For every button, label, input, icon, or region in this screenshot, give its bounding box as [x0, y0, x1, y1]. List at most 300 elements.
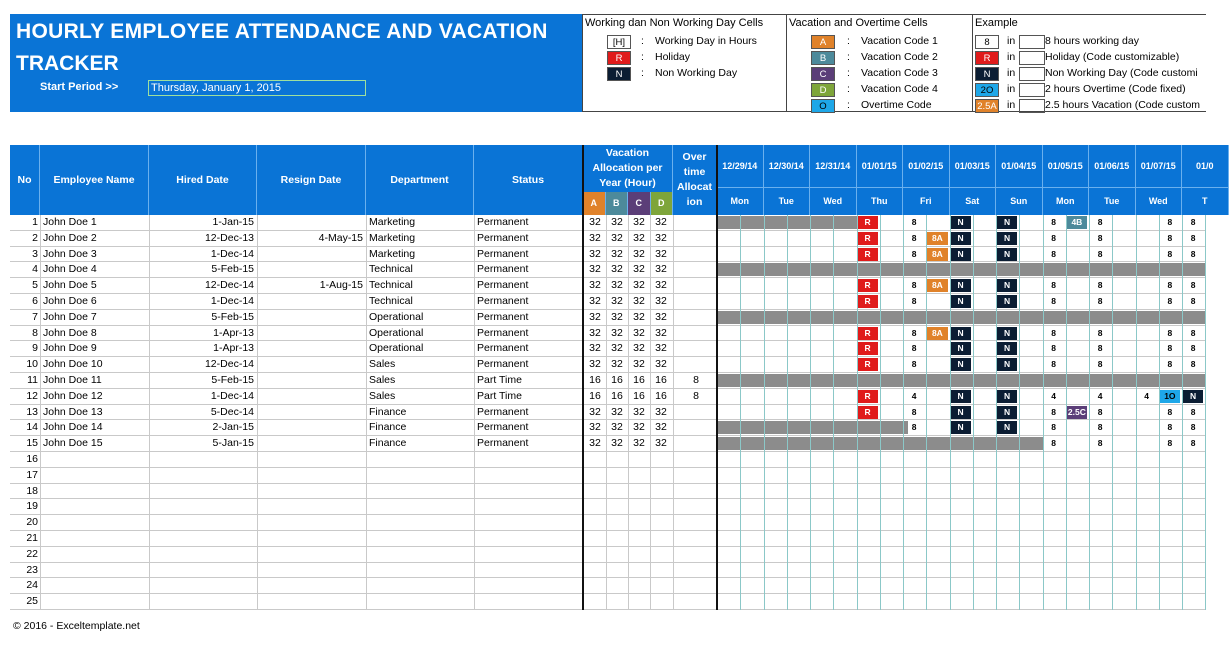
cell-vacation-b[interactable]: 32 — [611, 310, 623, 323]
cell-hired[interactable]: 1-Apr-13 — [213, 326, 254, 339]
cell-vacation-b[interactable]: 32 — [611, 295, 623, 307]
day-divider — [787, 215, 788, 610]
attendance-mark[interactable]: 8 — [1051, 232, 1056, 243]
cell-dept[interactable]: Technical — [369, 279, 413, 292]
day-divider — [1066, 215, 1067, 610]
cell-overtime[interactable] — [683, 326, 709, 341]
cell-vacation-d[interactable]: 32 — [655, 358, 667, 371]
cell-overtime[interactable] — [683, 420, 709, 435]
attendance-mark[interactable]: 8 — [1167, 217, 1173, 227]
cell-vacation-c[interactable]: 32 — [633, 342, 645, 355]
attendance-mark[interactable]: 8 — [1190, 296, 1196, 306]
cell-vacation-b[interactable]: 16 — [611, 374, 623, 386]
attendance-mark[interactable]: 8 — [1097, 422, 1103, 433]
cell-vacation-c[interactable]: 32 — [633, 405, 645, 418]
attendance-mark[interactable]: 8 — [1190, 422, 1196, 433]
cell-resign[interactable] — [260, 247, 363, 262]
cell-name[interactable]: John Doe 11 — [43, 374, 102, 386]
cell-resign[interactable] — [260, 310, 363, 325]
attendance-mark[interactable]: 8 — [1190, 327, 1196, 338]
table-row[interactable] — [10, 294, 1206, 310]
cell-hired[interactable]: 1-Jan-15 — [212, 216, 254, 228]
attendance-mark[interactable]: 8 — [1097, 343, 1103, 354]
cell-name[interactable]: John Doe 13 — [43, 405, 103, 418]
attendance-mark[interactable]: 8 — [1190, 232, 1196, 243]
attendance-mark[interactable]: N — [997, 358, 1017, 371]
cell-vacation-d[interactable]: 32 — [655, 247, 667, 260]
attendance-mark[interactable]: 8 — [911, 248, 917, 259]
cell-vacation-a[interactable]: 32 — [589, 437, 601, 450]
attendance-mark[interactable]: 8 — [1051, 327, 1056, 338]
attendance-mark[interactable]: R — [858, 295, 878, 308]
attendance-mark[interactable]: N — [951, 358, 971, 371]
cell-vacation-d[interactable]: 32 — [655, 437, 667, 450]
table-row[interactable] — [10, 389, 1206, 405]
table-row[interactable] — [10, 341, 1206, 357]
row-number: 24 — [26, 579, 38, 592]
attendance-mark[interactable]: 8 — [1097, 359, 1103, 370]
cell-name[interactable]: John Doe 12 — [43, 389, 103, 402]
day-divider — [810, 215, 811, 610]
cell-status[interactable]: Permanent — [477, 326, 529, 339]
cell-vacation-d[interactable]: 32 — [655, 216, 667, 228]
cell-vacation-c[interactable]: 16 — [633, 374, 645, 386]
attendance-mark[interactable]: 8 — [1097, 217, 1103, 227]
table-row[interactable] — [10, 484, 1206, 500]
cell-vacation-b[interactable]: 32 — [611, 247, 623, 260]
cell-name[interactable]: John Doe 1 — [43, 216, 97, 228]
attendance-mark[interactable]: 8 — [1190, 217, 1196, 227]
legend-row — [787, 83, 972, 97]
row-number: 10 — [26, 358, 38, 371]
cell-resign[interactable] — [260, 215, 363, 230]
cell-dept[interactable]: Marketing — [369, 231, 416, 244]
cell-overtime[interactable] — [683, 247, 709, 262]
cell-dept[interactable]: Operational — [369, 342, 424, 355]
attendance-mark[interactable]: 8 — [1051, 217, 1056, 227]
attendance-mark[interactable]: 8 — [911, 406, 917, 417]
attendance-mark[interactable]: 8 — [911, 422, 917, 433]
attendance-mark[interactable]: N — [997, 248, 1017, 261]
attendance-mark[interactable]: 8 — [1167, 343, 1173, 354]
legend-text: 8 hours working day — [1045, 35, 1139, 47]
table-row[interactable] — [10, 499, 1206, 515]
cell-vacation-c[interactable]: 32 — [633, 358, 645, 371]
attendance-mark[interactable]: R — [858, 279, 878, 292]
cell-name[interactable]: John Doe 14 — [43, 421, 103, 434]
legend-text: 2 hours Overtime (Code fixed) — [1045, 83, 1186, 95]
attendance-mark[interactable]: 1O — [1160, 390, 1180, 403]
table-row[interactable] — [10, 420, 1206, 436]
cell-vacation-a[interactable]: 32 — [589, 310, 601, 323]
cell-hired[interactable]: 5-Feb-15 — [211, 310, 254, 323]
attendance-mark[interactable]: 4 — [1144, 390, 1149, 401]
cell-overtime[interactable] — [683, 405, 709, 420]
header-overtime-line: Allocat — [676, 181, 712, 193]
attendance-mark[interactable]: 8 — [1051, 438, 1056, 449]
table-row[interactable] — [10, 436, 1206, 452]
cell-overtime[interactable] — [683, 341, 709, 356]
cell-overtime[interactable] — [683, 278, 709, 293]
cell-name[interactable]: John Doe 3 — [43, 247, 97, 260]
cell-hired[interactable]: 12-Dec-13 — [204, 231, 254, 244]
table-row[interactable] — [10, 547, 1206, 563]
cell-vacation-a[interactable]: 32 — [589, 279, 601, 292]
cell-vacation-a[interactable]: 32 — [589, 231, 601, 244]
table-row[interactable] — [10, 515, 1206, 531]
attendance-mark[interactable]: 8 — [1167, 280, 1173, 291]
cell-name[interactable]: John Doe 2 — [43, 231, 97, 244]
cell-vacation-a[interactable]: 32 — [589, 405, 601, 418]
cell-hired[interactable]: 5-Jan-15 — [212, 437, 254, 450]
cell-name[interactable]: John Doe 10 — [43, 358, 103, 371]
cell-hired[interactable]: 12-Dec-14 — [204, 358, 254, 371]
cell-vacation-b[interactable]: 32 — [611, 342, 623, 355]
table-row[interactable] — [10, 405, 1206, 421]
legend-sep: : — [641, 35, 644, 47]
cell-name[interactable]: John Doe 8 — [43, 326, 97, 339]
cell-hired[interactable]: 1-Apr-13 — [213, 342, 254, 355]
attendance-mark[interactable]: R — [858, 232, 878, 245]
cell-vacation-a[interactable]: 32 — [589, 295, 601, 307]
attendance-mark[interactable]: 8 — [1167, 422, 1173, 433]
attendance-mark[interactable]: 8 — [1051, 296, 1056, 306]
cell-status[interactable]: Permanent — [477, 263, 529, 276]
cell-vacation-c[interactable]: 32 — [633, 310, 645, 323]
cell-vacation-d[interactable]: 32 — [655, 326, 667, 339]
attendance-mark[interactable]: 8 — [1097, 327, 1103, 338]
cell-name[interactable]: John Doe 4 — [43, 263, 97, 276]
attendance-mark[interactable]: R — [858, 406, 878, 419]
attendance-mark[interactable]: 8 — [911, 217, 917, 227]
cell-name[interactable]: John Doe 9 — [43, 342, 97, 355]
attendance-mark[interactable]: N — [997, 406, 1017, 419]
cell-vacation-b[interactable]: 32 — [611, 358, 623, 371]
cell-status[interactable]: Permanent — [477, 421, 529, 434]
cell-dept[interactable]: Operational — [369, 310, 424, 323]
cell-vacation-b[interactable]: 32 — [611, 326, 623, 339]
cell-dept[interactable]: Finance — [369, 421, 407, 434]
attendance-mark[interactable]: 8 — [1167, 232, 1173, 243]
cell-name[interactable]: John Doe 6 — [43, 295, 97, 307]
table-row[interactable] — [10, 278, 1206, 294]
cell-vacation-b[interactable]: 32 — [611, 263, 623, 276]
attendance-mark[interactable]: 8 — [1190, 343, 1196, 354]
attendance-mark[interactable]: N — [997, 390, 1017, 403]
attendance-mark[interactable]: R — [858, 358, 878, 371]
cell-vacation-d[interactable]: 16 — [655, 389, 667, 402]
table-row[interactable] — [10, 531, 1206, 547]
cell-vacation-c[interactable]: 32 — [633, 437, 645, 450]
row-number: 23 — [26, 563, 38, 576]
attendance-mark[interactable]: 8 — [1097, 232, 1103, 243]
cell-vacation-d[interactable]: 32 — [655, 279, 667, 292]
attendance-mark[interactable]: 8 — [1097, 406, 1103, 417]
attendance-mark[interactable]: 8 — [1097, 438, 1103, 449]
legend-sep: : — [641, 67, 644, 79]
cell-dept[interactable]: Operational — [369, 326, 424, 339]
attendance-mark[interactable]: R — [858, 342, 878, 355]
cell-vacation-d[interactable]: 32 — [655, 405, 667, 418]
cell-vacation-a[interactable]: 32 — [589, 421, 601, 434]
cell-status[interactable]: Part Time — [477, 374, 522, 386]
attendance-mark[interactable]: N — [951, 295, 971, 308]
column-divider — [149, 215, 150, 610]
cell-vacation-a[interactable]: 32 — [589, 247, 601, 260]
table-row[interactable] — [10, 468, 1206, 484]
cell-hired[interactable]: 1-Dec-14 — [210, 295, 254, 307]
attendance-mark[interactable]: N — [951, 406, 971, 419]
cell-dept[interactable]: Sales — [369, 389, 396, 402]
cell-vacation-c[interactable]: 32 — [633, 247, 645, 260]
cell-overtime[interactable] — [683, 436, 709, 451]
cell-overtime[interactable] — [683, 262, 709, 277]
cell-resign[interactable] — [260, 341, 363, 356]
attendance-mark[interactable]: 8 — [1051, 343, 1056, 354]
legend-sep: in — [1007, 51, 1016, 63]
attendance-mark[interactable]: 8 — [1097, 248, 1103, 259]
attendance-mark[interactable]: 8 — [1190, 248, 1196, 259]
attendance-mark[interactable]: 4B — [1067, 216, 1087, 229]
cell-dept[interactable]: Sales — [369, 374, 396, 386]
cell-resign[interactable] — [260, 420, 363, 435]
cell-resign[interactable] — [260, 357, 363, 372]
attendance-mark[interactable]: 8 — [1051, 406, 1056, 417]
attendance-mark[interactable]: N — [997, 421, 1017, 434]
cell-status[interactable]: Permanent — [477, 231, 529, 244]
cell-vacation-a[interactable]: 32 — [589, 326, 601, 339]
cell-overtime[interactable]: 8 — [693, 374, 699, 386]
cell-status[interactable]: Permanent — [477, 216, 529, 228]
cell-vacation-c[interactable]: 32 — [633, 279, 645, 292]
attendance-mark[interactable]: N — [951, 279, 971, 292]
cell-vacation-d[interactable]: 32 — [655, 231, 667, 244]
attendance-mark[interactable]: 8 — [1167, 327, 1173, 338]
cell-overtime[interactable] — [683, 357, 709, 372]
attendance-mark[interactable]: 8 — [1167, 438, 1173, 449]
table-row[interactable] — [10, 373, 1206, 389]
start-period-input[interactable]: Thursday, January 1, 2015 — [148, 80, 366, 96]
cell-vacation-b[interactable]: 32 — [611, 279, 623, 292]
row-number: 18 — [26, 484, 38, 497]
cell-vacation-c[interactable]: 32 — [633, 231, 645, 244]
table-row[interactable] — [10, 215, 1206, 231]
attendance-mark[interactable]: 2.5C — [1067, 406, 1086, 417]
attendance-mark[interactable]: N — [951, 327, 971, 340]
table-row[interactable] — [10, 247, 1206, 263]
attendance-mark[interactable]: 8 — [911, 296, 917, 306]
attendance-mark[interactable]: 8A — [927, 279, 947, 292]
cell-vacation-d[interactable]: 16 — [655, 374, 667, 386]
attendance-mark[interactable]: 8 — [1167, 406, 1173, 417]
attendance-mark[interactable]: N — [997, 216, 1017, 229]
cell-vacation-b[interactable]: 32 — [611, 405, 623, 418]
cell-status[interactable]: Permanent — [477, 310, 529, 323]
row-number: 20 — [26, 516, 38, 529]
table-row[interactable] — [10, 310, 1206, 326]
day-divider — [1043, 215, 1044, 610]
cell-status[interactable]: Permanent — [477, 247, 529, 260]
cell-hired[interactable]: 12-Dec-14 — [204, 279, 254, 292]
cell-vacation-b[interactable]: 32 — [611, 437, 623, 450]
legend-code-vacation: A — [811, 35, 835, 49]
cell-vacation-c[interactable]: 32 — [633, 326, 645, 339]
attendance-mark[interactable]: 8A — [927, 327, 947, 340]
cell-vacation-c[interactable]: 32 — [633, 263, 645, 276]
attendance-mark[interactable]: R — [858, 327, 878, 340]
attendance-mark[interactable]: N — [997, 327, 1017, 340]
cell-resign[interactable] — [260, 405, 363, 420]
cell-resign[interactable] — [260, 262, 363, 277]
day-divider — [1182, 215, 1183, 610]
cell-vacation-c[interactable]: 32 — [633, 421, 645, 434]
cell-status[interactable]: Permanent — [477, 295, 529, 307]
cell-overtime[interactable] — [683, 310, 709, 325]
cell-dept[interactable]: Technical — [369, 263, 413, 276]
attendance-mark[interactable]: R — [858, 390, 878, 403]
cell-dept[interactable]: Finance — [369, 437, 407, 450]
cell-hired[interactable]: 5-Feb-15 — [211, 374, 254, 386]
table-row[interactable] — [10, 594, 1206, 610]
cell-name[interactable]: John Doe 5 — [43, 279, 97, 292]
cell-status[interactable]: Permanent — [477, 405, 529, 418]
cell-resign[interactable]: 1-Aug-15 — [319, 279, 363, 292]
attendance-mark[interactable]: 8 — [1190, 406, 1196, 417]
attendance-mark[interactable]: R — [858, 248, 878, 261]
table-row[interactable] — [10, 357, 1206, 373]
attendance-mark[interactable]: 8A — [927, 232, 947, 245]
attendance-mark[interactable]: 8 — [1167, 359, 1173, 370]
attendance-mark[interactable]: N — [997, 342, 1017, 355]
table-row[interactable] — [10, 578, 1206, 594]
header-date: 01/02/15 — [903, 145, 950, 187]
inactive-period — [717, 311, 1206, 324]
attendance-mark[interactable]: 8 — [1051, 359, 1056, 370]
table-row[interactable] — [10, 452, 1206, 468]
cell-hired[interactable]: 2-Jan-15 — [212, 421, 254, 434]
attendance-mark[interactable]: N — [997, 295, 1017, 308]
attendance-mark[interactable]: N — [951, 216, 971, 229]
attendance-mark[interactable]: 8 — [911, 359, 917, 370]
attendance-mark[interactable]: 8 — [1051, 248, 1056, 259]
attendance-mark[interactable]: 8 — [1190, 438, 1196, 449]
cell-resign[interactable] — [260, 373, 363, 388]
attendance-mark[interactable]: 8 — [1190, 280, 1196, 291]
cell-status[interactable]: Permanent — [477, 358, 529, 371]
cell-vacation-d[interactable]: 32 — [655, 310, 667, 323]
cell-overtime[interactable] — [683, 215, 709, 230]
cell-vacation-c[interactable]: 32 — [633, 216, 645, 228]
cell-vacation-c[interactable]: 16 — [633, 389, 645, 402]
attendance-mark[interactable]: 4 — [1097, 390, 1103, 401]
legend-example-input — [1019, 67, 1045, 81]
attendance-mark[interactable]: 8 — [911, 327, 917, 338]
cell-hired[interactable]: 5-Dec-14 — [210, 405, 254, 418]
cell-status[interactable]: Permanent — [477, 279, 529, 292]
attendance-mark[interactable]: N — [951, 390, 971, 403]
attendance-mark[interactable]: R — [858, 216, 878, 229]
cell-vacation-a[interactable]: 16 — [589, 389, 601, 402]
cell-hired[interactable]: 5-Feb-15 — [211, 263, 254, 276]
attendance-mark[interactable]: N — [951, 232, 971, 245]
cell-overtime[interactable]: 8 — [693, 389, 699, 402]
cell-vacation-d[interactable]: 32 — [655, 421, 667, 434]
attendance-mark[interactable]: 8 — [1190, 359, 1196, 370]
header-day: Mon — [717, 187, 764, 215]
table-row[interactable] — [10, 326, 1206, 342]
attendance-mark[interactable]: 8A — [927, 248, 947, 261]
cell-dept[interactable]: Marketing — [369, 247, 416, 260]
cell-resign[interactable] — [260, 389, 363, 404]
attendance-mark[interactable]: 8 — [1051, 422, 1056, 433]
cell-vacation-a[interactable]: 32 — [589, 358, 601, 371]
cell-hired[interactable]: 1-Dec-14 — [210, 389, 254, 402]
attendance-mark[interactable]: 8 — [911, 280, 917, 291]
attendance-mark[interactable]: N — [951, 421, 971, 434]
attendance-mark[interactable]: N — [1183, 390, 1203, 403]
header-overtime-allocation — [673, 145, 717, 215]
cell-dept[interactable]: Technical — [369, 295, 413, 307]
attendance-mark[interactable]: 8 — [1167, 248, 1173, 259]
attendance-mark[interactable]: N — [951, 248, 971, 261]
attendance-mark[interactable]: 8 — [1051, 280, 1056, 291]
cell-resign[interactable] — [260, 294, 363, 309]
cell-vacation-a[interactable]: 16 — [589, 374, 601, 386]
table-row[interactable] — [10, 262, 1206, 278]
table-row[interactable] — [10, 231, 1206, 247]
cell-vacation-b[interactable]: 16 — [611, 389, 623, 402]
table-row[interactable] — [10, 563, 1206, 579]
cell-name[interactable]: John Doe 7 — [43, 310, 97, 323]
cell-resign[interactable] — [260, 436, 363, 451]
cell-vacation-d[interactable]: 32 — [655, 263, 667, 276]
cell-hired[interactable]: 1-Dec-14 — [210, 247, 254, 260]
cell-resign[interactable]: 4-May-15 — [318, 231, 363, 244]
attendance-mark[interactable]: 8 — [1097, 296, 1103, 306]
cell-vacation-d[interactable]: 32 — [655, 342, 667, 355]
header-hired-date: Hired Date — [149, 145, 257, 215]
cell-overtime[interactable] — [683, 294, 709, 309]
cell-status[interactable]: Permanent — [477, 437, 529, 450]
attendance-mark[interactable]: 8 — [1097, 280, 1103, 291]
cell-dept[interactable]: Marketing — [369, 216, 416, 228]
attendance-mark[interactable]: N — [951, 342, 971, 355]
cell-vacation-b[interactable]: 32 — [611, 421, 623, 434]
attendance-mark[interactable]: 8 — [911, 343, 917, 354]
cell-overtime[interactable] — [683, 231, 709, 246]
cell-vacation-d[interactable]: 32 — [655, 295, 667, 307]
cell-vacation-b[interactable]: 32 — [611, 216, 623, 228]
cell-vacation-c[interactable]: 32 — [633, 295, 645, 307]
cell-vacation-a[interactable]: 32 — [589, 342, 601, 355]
cell-resign[interactable] — [260, 326, 363, 341]
attendance-mark[interactable]: 4 — [911, 390, 917, 401]
legend-code-example: 8 — [975, 35, 999, 49]
attendance-mark[interactable]: 4 — [1051, 390, 1056, 401]
cell-dept[interactable]: Finance — [369, 405, 407, 418]
cell-status[interactable]: Part Time — [477, 389, 522, 402]
attendance-mark[interactable]: N — [997, 232, 1017, 245]
attendance-mark[interactable]: N — [997, 279, 1017, 292]
attendance-mark[interactable]: 8 — [911, 232, 917, 243]
cell-status[interactable]: Permanent — [477, 342, 529, 355]
cell-vacation-a[interactable]: 32 — [589, 263, 601, 276]
cell-name[interactable]: John Doe 15 — [43, 437, 103, 450]
attendance-mark[interactable]: 8 — [1167, 296, 1173, 306]
cell-vacation-b[interactable]: 32 — [611, 231, 623, 244]
cell-dept[interactable]: Sales — [369, 358, 396, 371]
cell-vacation-a[interactable]: 32 — [589, 216, 601, 228]
